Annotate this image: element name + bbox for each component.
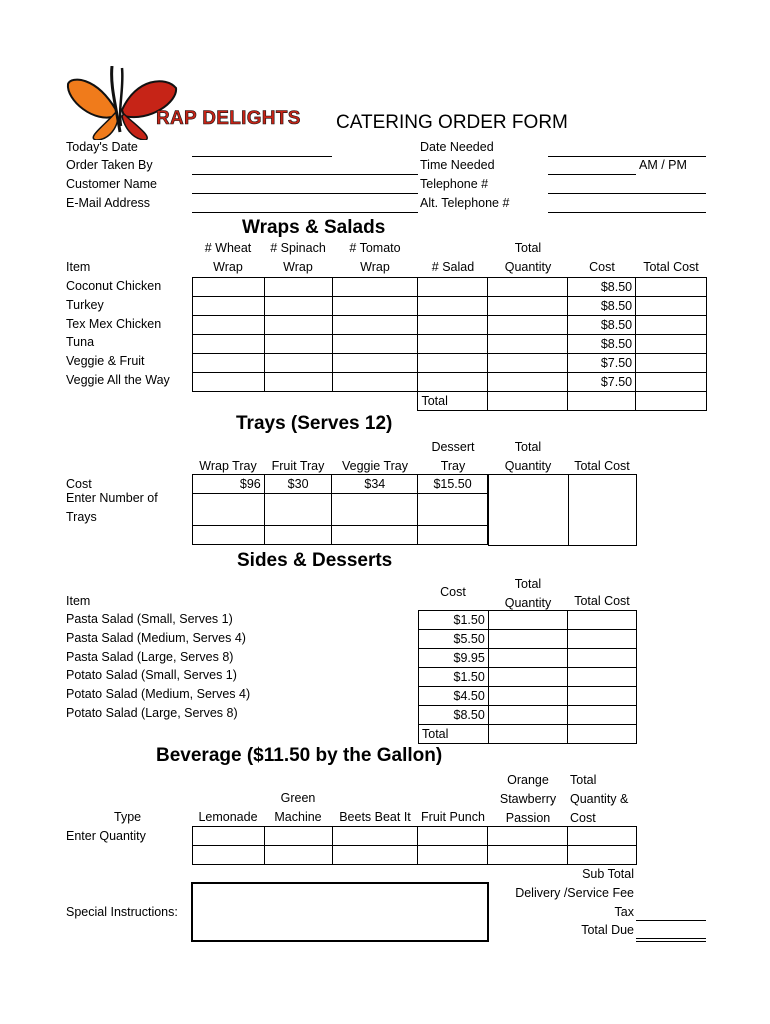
bev-col-header [264, 790, 332, 825]
table-row [193, 827, 637, 846]
tray-qty-cell[interactable] [193, 526, 265, 545]
total-due-line[interactable] [636, 938, 706, 942]
bev-qty-cell[interactable] [264, 827, 332, 846]
side-item-name: Potato Salad (Large, Serves 8) [66, 706, 238, 720]
telephone-field[interactable] [548, 177, 706, 194]
total-quantity-header-l1: Total [514, 241, 542, 255]
spinach-wrap-header-l2: Wrap [283, 260, 313, 274]
side-cost-cell: $1.50 [419, 668, 489, 687]
table-row [193, 526, 488, 545]
table-row [193, 278, 707, 297]
wrap-item-name: Coconut Chicken [66, 279, 162, 293]
total-cost-cell[interactable] [636, 297, 707, 316]
total-quantity-header-l2: Quantity [504, 260, 552, 274]
table-row [419, 668, 637, 687]
bev-green-l1: Green [280, 791, 316, 805]
spinach-cell[interactable] [264, 335, 332, 354]
wrap-item-name: Veggie & Fruit [66, 354, 145, 368]
side-item-name: Pasta Salad (Small, Serves 1) [66, 612, 233, 626]
cost-cell: $8.50 [568, 335, 636, 354]
salad-cell[interactable] [418, 297, 488, 316]
tray-cost-cell: $30 [264, 475, 332, 494]
wheat-cell[interactable] [193, 278, 265, 297]
total-qty-cell[interactable] [488, 392, 568, 411]
wrap-item-name: Tuna [66, 335, 95, 349]
tray-cost-label: Cost [66, 477, 92, 491]
tray-qty-cell[interactable] [264, 526, 332, 545]
side-total-cell[interactable] [568, 649, 637, 668]
side-total-cell[interactable] [568, 668, 637, 687]
tray-enter-label-2: Trays [66, 510, 97, 524]
side-cost-cell: $8.50 [419, 706, 489, 725]
logo-text: RAP DELIGHTS [156, 108, 301, 129]
tray-qty-cell[interactable] [418, 494, 488, 526]
side-qty-cell[interactable] [488, 630, 568, 649]
tomato-wrap-header [332, 240, 418, 275]
wraps-salads-title: Wraps & Salads [242, 217, 386, 238]
side-qty-cell[interactable] [488, 668, 568, 687]
bev-total-cell[interactable] [568, 846, 637, 865]
wheat-cell[interactable] [193, 373, 265, 392]
cost-cell: $8.50 [568, 278, 636, 297]
tray-total-cost-header: Total Cost [574, 459, 630, 473]
dessert-tray-header-l2: Tray [440, 459, 466, 473]
order-taken-by-field[interactable] [192, 158, 418, 175]
cost-cell: $8.50 [568, 316, 636, 335]
dessert-tray-header [418, 439, 488, 474]
total-row [419, 725, 637, 744]
bev-qty-cell[interactable] [193, 846, 265, 865]
table-row [193, 373, 707, 392]
total-row [193, 392, 707, 411]
spinach-wrap-header-l1: # Spinach [270, 241, 326, 255]
table-row [193, 846, 637, 865]
spinach-wrap-header [264, 240, 332, 275]
tax-line[interactable] [636, 920, 706, 921]
wheat-wrap-header-l1: # Wheat [204, 241, 252, 255]
tomato-cell[interactable] [332, 297, 418, 316]
cost-header: Cost [589, 260, 615, 274]
tomato-cell[interactable] [332, 354, 418, 373]
side-item-name: Pasta Salad (Large, Serves 8) [66, 650, 234, 664]
customer-name-field[interactable] [192, 177, 418, 194]
bev-orange-l1: Orange [507, 773, 549, 787]
sides-total-label: Total [419, 725, 489, 744]
qty-cell[interactable] [488, 297, 568, 316]
trays-title: Trays (Serves 12) [236, 413, 393, 434]
total-cost-cell[interactable] [636, 354, 707, 373]
tray-total-qty-header-l1: Total [514, 440, 542, 454]
table-row [419, 630, 637, 649]
page-title: CATERING ORDER FORM [336, 112, 568, 133]
tomato-cell[interactable] [332, 278, 418, 297]
bev-col-header [488, 772, 568, 826]
total-cost-header: Total Cost [643, 260, 699, 274]
bev-orange-l3: Passion [505, 811, 551, 825]
sides-item-header: Item [66, 594, 91, 608]
salad-cell[interactable] [418, 316, 488, 335]
total-cost-blank [568, 392, 636, 411]
side-item-name: Potato Salad (Medium, Serves 4) [66, 687, 251, 701]
bev-qty-cell[interactable] [264, 846, 332, 865]
delivery-fee-label: Delivery /Service Fee [515, 886, 634, 900]
wheat-cell[interactable] [193, 297, 265, 316]
table-row [193, 297, 707, 316]
todays-date-label: Today's Date [66, 140, 138, 154]
bev-orange-l2: Stawberry [499, 792, 557, 806]
order-taken-by-label: Order Taken By [66, 158, 153, 172]
side-total-cell[interactable] [568, 611, 637, 630]
qty-cell[interactable] [488, 354, 568, 373]
spinach-cell[interactable] [264, 278, 332, 297]
table-row [419, 687, 637, 706]
bev-total-l2: Quantity & [570, 792, 629, 806]
tray-total-cost-box[interactable] [568, 474, 637, 546]
sides-desserts-title: Sides & Desserts [237, 550, 393, 571]
table-row [419, 649, 637, 668]
spinach-cell[interactable] [264, 316, 332, 335]
side-total-cell[interactable] [568, 706, 637, 725]
total-quantity-header [488, 240, 568, 275]
wraps-table [192, 277, 707, 411]
sides-qty-header-l2: Quantity [504, 596, 552, 610]
salad-cell[interactable] [418, 335, 488, 354]
side-qty-cell[interactable] [488, 611, 568, 630]
table-row [419, 611, 637, 630]
side-qty-cell[interactable] [488, 649, 568, 668]
table-row [193, 335, 707, 354]
sides-qty-header-l1: Total [514, 577, 542, 591]
qty-cell[interactable] [488, 316, 568, 335]
grand-total-cell[interactable] [636, 392, 707, 411]
wrap-item-name: Turkey [66, 298, 104, 312]
table-row [419, 706, 637, 725]
table-row [193, 494, 488, 526]
spinach-cell[interactable] [264, 297, 332, 316]
telephone-label: Telephone # [420, 177, 489, 191]
wrap-item-name: Veggie All the Way [66, 373, 170, 387]
bev-qty-cell[interactable] [418, 846, 488, 865]
trays-table [192, 474, 488, 545]
sides-total-cost[interactable] [568, 725, 637, 744]
tray-total-qty-header [488, 439, 568, 474]
tray-qty-cell[interactable] [418, 526, 488, 545]
date-needed-label: Date Needed [420, 140, 494, 154]
special-instructions-label: Special Instructions: [66, 905, 178, 919]
tray-total-qty-box[interactable] [488, 474, 569, 546]
bev-col-header [570, 772, 638, 826]
side-cost-cell: $5.50 [419, 630, 489, 649]
bev-qty-cell[interactable] [193, 827, 265, 846]
wrap-item-name: Tex Mex Chicken [66, 317, 162, 331]
bev-enter-label: Enter Quantity [66, 829, 146, 843]
tray-qty-cell[interactable] [332, 494, 418, 526]
bev-green-l2: Machine [274, 810, 322, 824]
cost-cell: $7.50 [568, 354, 636, 373]
side-qty-cell[interactable] [488, 706, 568, 725]
bev-qty-cell[interactable] [418, 827, 488, 846]
total-label: Total [418, 392, 488, 411]
wrap-tray-header: Wrap Tray [199, 459, 257, 473]
tray-qty-cell[interactable] [193, 494, 265, 526]
side-cost-cell: $1.50 [419, 611, 489, 630]
side-item-name: Potato Salad (Small, Serves 1) [66, 668, 237, 682]
total-cost-cell[interactable] [636, 278, 707, 297]
ampm-label: AM / PM [639, 158, 687, 172]
bev-qty-cell[interactable] [332, 827, 418, 846]
alt-telephone-field[interactable] [548, 196, 706, 213]
spinach-cell[interactable] [264, 354, 332, 373]
bev-qty-cell[interactable] [488, 827, 568, 846]
qty-cell[interactable] [488, 335, 568, 354]
sides-total-cost-header: Total Cost [574, 594, 630, 608]
email-address-field[interactable] [192, 196, 418, 213]
tray-enter-label: Enter Number of [66, 491, 158, 505]
tomato-cell[interactable] [332, 335, 418, 354]
side-item-name: Pasta Salad (Medium, Serves 4) [66, 631, 246, 645]
tray-cost-cell: $34 [332, 475, 418, 494]
bev-col-header: Lemonade [198, 810, 258, 824]
sub-total-label: Sub Total [582, 867, 634, 881]
side-qty-cell[interactable] [488, 687, 568, 706]
fruit-tray-header: Fruit Tray [271, 459, 325, 473]
dessert-tray-header-l1: Dessert [431, 440, 475, 454]
beverage-title: Beverage ($11.50 by the Gallon) [156, 745, 443, 766]
wheat-cell[interactable] [193, 335, 265, 354]
table-row [193, 316, 707, 335]
salad-cell[interactable] [418, 354, 488, 373]
bev-total-l3: Cost [570, 811, 596, 825]
salad-header: # Salad [431, 260, 475, 274]
tomato-wrap-header-l2: Wrap [360, 260, 390, 274]
wheat-wrap-header [192, 240, 264, 275]
alt-telephone-label: Alt. Telephone # [420, 196, 510, 210]
tray-cost-cell: $15.50 [418, 475, 488, 494]
table-row [193, 354, 707, 373]
tray-total-qty-header-l2: Quantity [504, 459, 552, 473]
sides-table [418, 610, 637, 744]
bev-total-cell[interactable] [568, 827, 637, 846]
sides-cost-header: Cost [440, 585, 466, 599]
bev-col-header: Beets Beat It [339, 810, 411, 824]
tray-cost-row [193, 475, 488, 494]
sides-total-qty[interactable] [488, 725, 568, 744]
salad-cell[interactable] [418, 373, 488, 392]
wheat-cell[interactable] [193, 316, 265, 335]
salad-cell[interactable] [418, 278, 488, 297]
tray-qty-cell[interactable] [264, 494, 332, 526]
date-needed-field[interactable] [548, 140, 706, 157]
total-due-label: Total Due [581, 923, 634, 937]
tray-qty-cell[interactable] [332, 526, 418, 545]
side-cost-cell: $4.50 [419, 687, 489, 706]
email-address-label: E-Mail Address [66, 196, 151, 210]
item-header: Item [66, 260, 91, 274]
customer-name-label: Customer Name [66, 177, 157, 191]
sides-qty-header [488, 576, 568, 611]
side-total-cell[interactable] [568, 687, 637, 706]
total-cost-cell[interactable] [636, 316, 707, 335]
time-needed-label: Time Needed [420, 158, 495, 172]
total-cost-cell[interactable] [636, 335, 707, 354]
tomato-cell[interactable] [332, 373, 418, 392]
logo [66, 66, 301, 140]
cost-cell: $8.50 [568, 297, 636, 316]
bev-type-label: Type [114, 810, 142, 824]
tomato-wrap-header-l1: # Tomato [349, 241, 401, 255]
time-needed-field[interactable] [548, 158, 636, 175]
tray-cost-cell: $96 [193, 475, 265, 494]
spinach-cell[interactable] [264, 373, 332, 392]
tomato-cell[interactable] [332, 316, 418, 335]
special-instructions-field[interactable] [191, 882, 489, 942]
qty-cell[interactable] [488, 278, 568, 297]
qty-cell[interactable] [488, 373, 568, 392]
bev-qty-cell[interactable] [488, 846, 568, 865]
wheat-wrap-header-l2: Wrap [213, 260, 243, 274]
veggie-tray-header: Veggie Tray [341, 459, 408, 473]
todays-date-field[interactable] [192, 140, 332, 157]
beverage-table [192, 826, 637, 865]
tax-label: Tax [614, 905, 634, 919]
side-total-cell[interactable] [568, 630, 637, 649]
bev-qty-cell[interactable] [332, 846, 418, 865]
bev-col-header: Fruit Punch [421, 810, 485, 824]
bev-total-l1: Total [570, 773, 597, 787]
side-cost-cell: $9.95 [419, 649, 489, 668]
wheat-cell[interactable] [193, 354, 265, 373]
total-cost-cell[interactable] [636, 373, 707, 392]
cost-cell: $7.50 [568, 373, 636, 392]
